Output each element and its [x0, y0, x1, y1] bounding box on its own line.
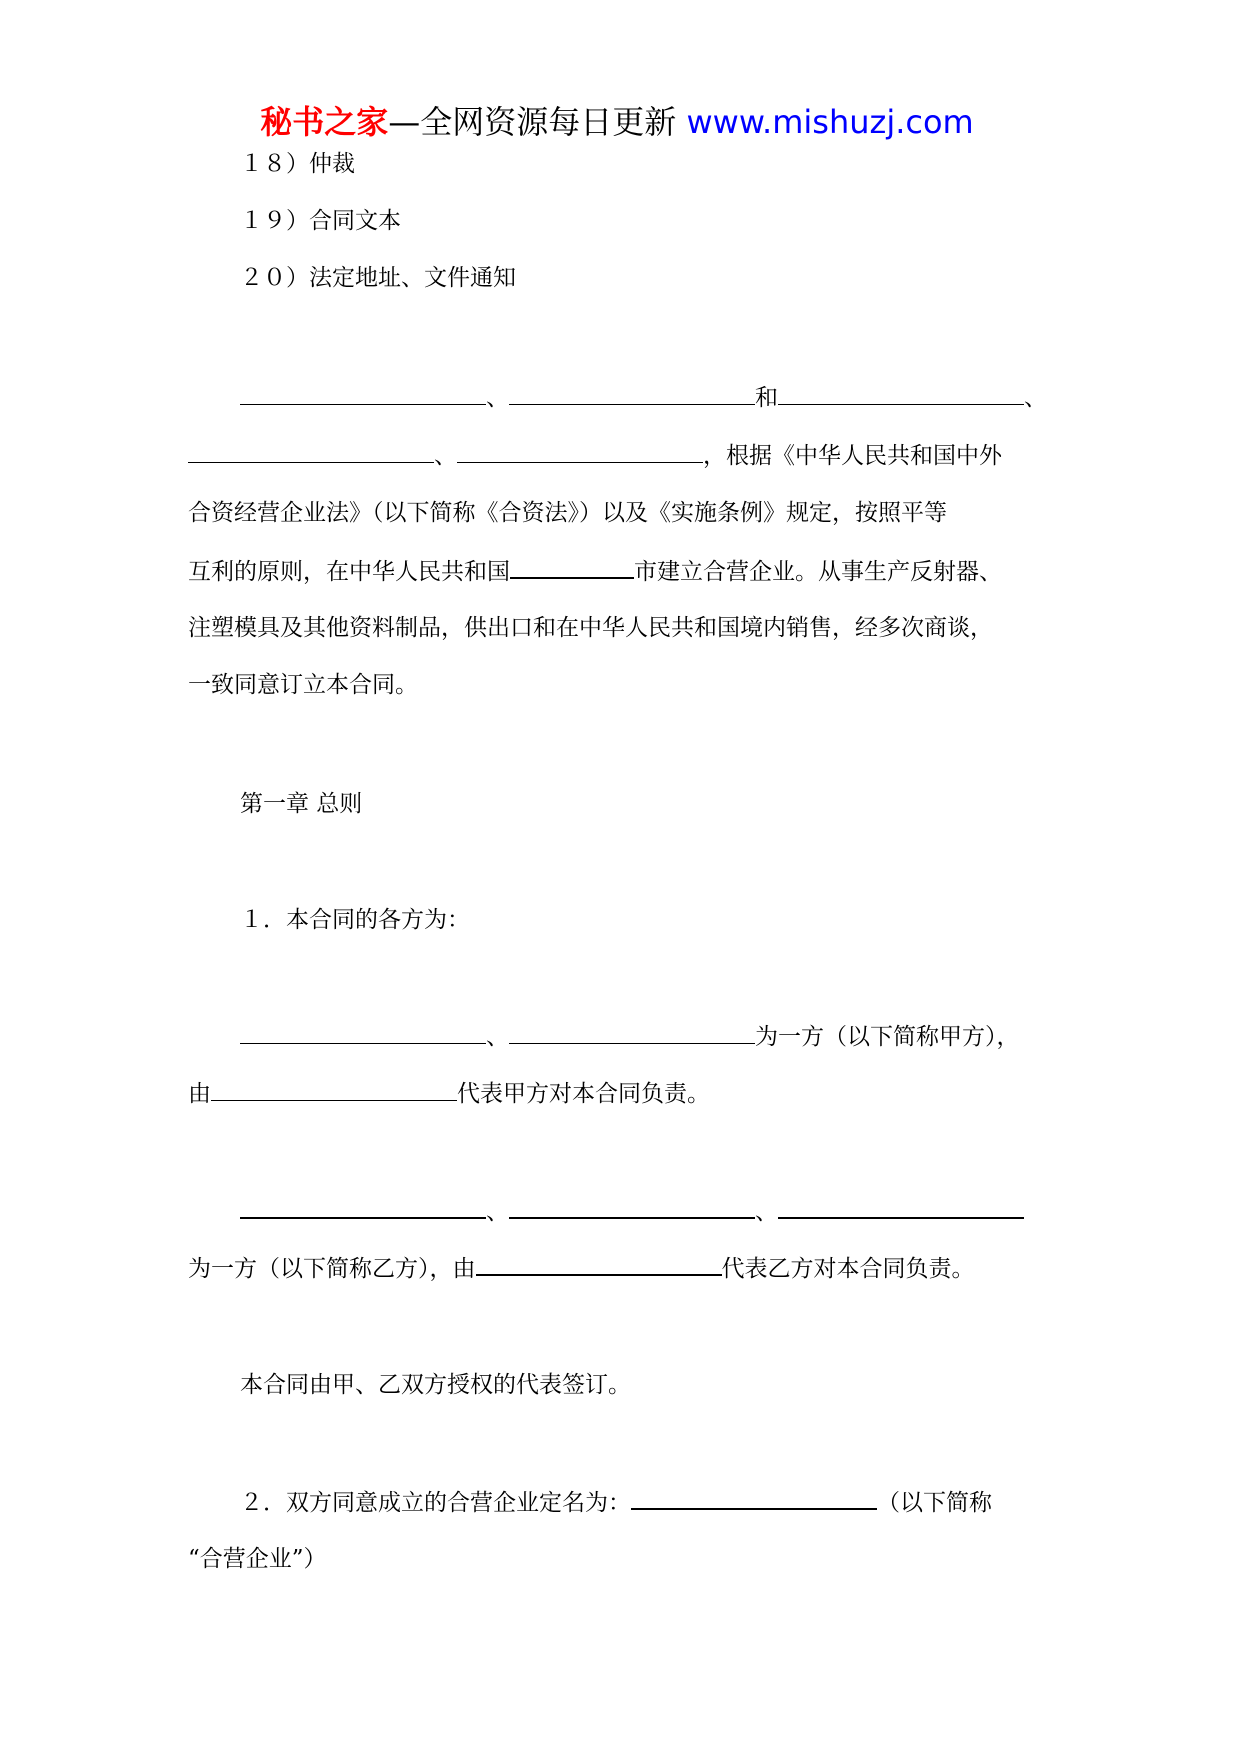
clause-1: １．本合同的各方为：: [240, 907, 470, 933]
preamble-line-3: 合资经营企业法》（以下简称《合资法》）以及《实施条例》规定，按照平等: [188, 500, 947, 526]
preamble-line-1: 、 和 、: [240, 382, 1047, 414]
signing-clause: 本合同由甲、乙双方授权的代表签订。: [240, 1372, 631, 1398]
party-a-line-1: 、 为一方（以下简称甲方），: [240, 1021, 1020, 1053]
brand-slogan: —全网资源每日更新: [388, 103, 687, 141]
clause-2-line-2: “合营企业”）: [188, 1546, 327, 1572]
party-b-blank[interactable]: [509, 1195, 755, 1219]
preamble-line-5: 注塑模具及其他资料制品，供出口和在中华人民共和国境内销售，经多次商谈，: [188, 615, 993, 641]
party-blank[interactable]: [240, 382, 486, 405]
brand-url[interactable]: www.mishuzj.com: [686, 103, 974, 141]
chapter-title: 第一章 总则: [240, 791, 363, 817]
party-b-line-1: 、 、: [240, 1195, 1024, 1228]
party-a-blank[interactable]: [240, 1021, 486, 1044]
party-b-rep-blank[interactable]: [476, 1252, 722, 1276]
preamble-line-6: 一致同意订立本合同。: [188, 672, 418, 698]
city-blank[interactable]: [510, 555, 634, 579]
party-a-blank[interactable]: [509, 1021, 755, 1044]
party-blank[interactable]: [778, 382, 1024, 405]
party-a-rep-blank[interactable]: [211, 1078, 457, 1101]
party-blank[interactable]: [509, 382, 755, 405]
toc-item-20: ２０）法定地址、文件通知: [240, 265, 516, 291]
party-blank[interactable]: [457, 440, 703, 463]
toc-item-19: １９）合同文本: [240, 208, 401, 234]
toc-item-18: １８）仲裁: [240, 151, 355, 177]
jv-name-blank[interactable]: [631, 1486, 877, 1510]
party-b-blank[interactable]: [240, 1195, 486, 1219]
brand-name: 秘书之家: [260, 103, 389, 141]
party-b-blank[interactable]: [778, 1195, 1024, 1219]
preamble-line-4: 互利的原则，在中华人民共和国 市建立合营企业。从事生产反射器、: [188, 555, 1002, 588]
party-b-line-2: 为一方（以下简称乙方），由 代表乙方对本合同负责。: [188, 1252, 975, 1285]
watermark-header: [0, 100, 1234, 144]
party-a-line-2: 由 代表甲方对本合同负责。: [188, 1078, 710, 1110]
clause-2: ２．双方同意成立的合营企业定名为： （以下简称: [240, 1486, 992, 1519]
preamble-line-2: 、 ，根据《中华人民共和国中外: [188, 440, 1002, 472]
party-blank[interactable]: [188, 440, 434, 463]
